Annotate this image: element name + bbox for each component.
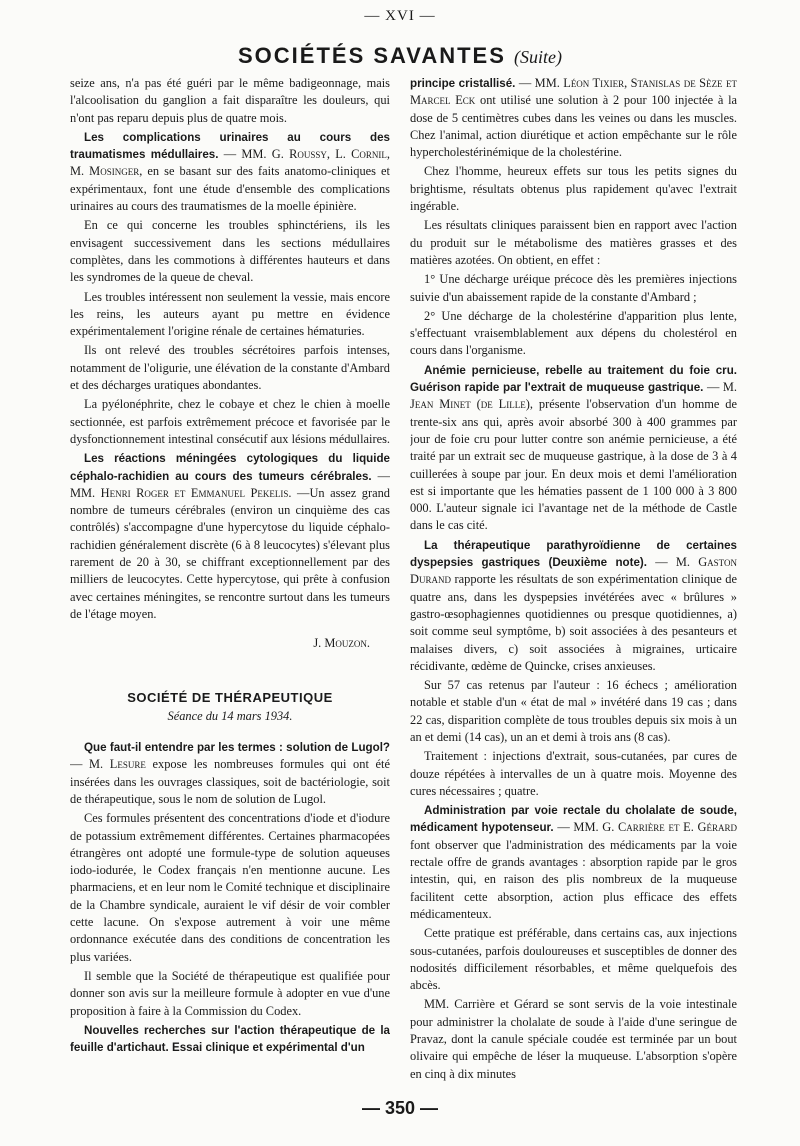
paragraph: Ils ont relevé des troubles sécrétoires parfois intenses, notamment de l'oligurie, une élévation de la constante d'Ambard et des décharges uratiques abondantes.: [70, 343, 390, 393]
paragraph: Traitement : injections d'extrait, sous-cutanées, par cures de douze répétées à intervalles de un à quatre mois. Moyenne des cures nécessaires ; quatre.: [410, 749, 737, 798]
article-text: ont utilisé une solution à 2 pour 100 injectée à la dose de 5 centimètres cubes dans les veines ou dans les muscles. Chez l'animal, action diurétique et action empêchante sur le rôle hypercholestérinémique de la cholestérine.: [410, 93, 737, 160]
paragraph: En ce qui concerne les troubles sphinctériens, ils les envisagent successivement dans les sections médullaires complètes, dans les commotions à différentes hauteurs et dans les syndromes de la queue de cheval.: [70, 218, 390, 285]
article-text: en se basant sur des faits anatomo-cliniques et expérimentaux, font une étude d'ensemble des complications urinaires au cours des traumatismes de la moelle épinière.: [70, 164, 390, 214]
article-title: La thérapeutique parathyroïdienne de certaines dyspepsies gastriques (Deuxième note).: [410, 538, 737, 570]
article-paragraph: [410, 802, 737, 923]
section-title: SOCIÉTÉ DE THÉRAPEUTIQUE: [127, 689, 333, 705]
article-authors: — M. Jean Minet (de Lille),: [410, 380, 737, 412]
paragraph: 2° Une décharge de la cholestérine d'apparition plus lente, s'effectuant vraisemblablement aux dépens du cholestérol en cours dans l'organisme.: [410, 308, 737, 358]
article-text: expose les nombreuses formules qui ont été insérées dans les ouvrages classiques, soit de bactériologie, soit de thérapeutique, sous le nom de solution de Lugol.: [70, 757, 390, 806]
article-paragraph: [410, 537, 737, 675]
running-head-suite: (Suite): [514, 47, 562, 67]
article-paragraph: [70, 739, 390, 808]
paragraph: seize ans, n'a pas été guéri par le même badigeonnage, mais l'alcoolisation du ganglion a fait disparaître les douleurs, qui n'ont pas reparu depuis plus de quatre mois.: [70, 76, 390, 125]
paragraph: Ces formules présentent des concentrations d'iode et d'iodure de potassium extrêmement différentes. Certaines pharmacopées étrangères ont adopté une formule-type de solution aqueuses iodo-iodurée, le Codex français n'en mentionne aucune. Les pharmaciens, et en leur nom le Comité technique et disciplinaire de la Chambre syndicale, auraient le vif désir de voir combler cette lacune. On s'expose autrement à voir une même ordonnance exécutée dans des conditions de concentration les plus variées.: [70, 811, 390, 964]
article-text: rapporte les résultats de son expérimentation clinique de quatre ans, dans les dyspepsies invétérées avec « brûlures » gastro-œsophagiennes quotidiennes ou presque quotidiennes, a) soit comme seul symptôme, b) soit associées à des pesanteurs et malaises divers, c) soit associées à migraines, urticaire récidivante, œdème de Quincke, crises anxieuses.: [410, 572, 737, 673]
article-title: Que faut-il entendre par les termes : solution de Lugol?: [84, 741, 390, 755]
article-title: Anémie pernicieuse, rebelle au traitement du foie cru. Guérison rapide par l'extrait de muqueuse gastrique.: [410, 363, 737, 395]
paragraph: La pyélonéphrite, chez le cobaye et chez le chien à moelle sectionnée, est parfois extrêmement précoce et favorisée par le dysfonctionnement intestinal consécutif aux lésions médullaires.: [70, 397, 390, 446]
right-column: [410, 75, 737, 1093]
paragraph: Les résultats cliniques paraissent bien en rapport avec l'action du produit sur le métabolisme des matières grasses et des matières azotées. On obtient, en effet :: [410, 218, 737, 267]
article-title: Administration par voie rectale du cholalate de soude, médicament hypotenseur.: [410, 804, 737, 835]
article-paragraph: [70, 129, 390, 215]
article-title: Les réactions méningées cytologiques du liquide céphalo-rachidien au cours des tumeurs cérébrales.: [70, 452, 390, 483]
article-paragraph: [70, 1022, 390, 1057]
article-title: principe cristallisé.: [410, 77, 516, 90]
article-paragraph: [70, 450, 390, 623]
article-authors: — M. Lesure: [70, 757, 146, 772]
running-head: [0, 43, 800, 69]
article-text: —Un assez grand nombre de tumeurs cérébrales (environ un cinquième des cas contrôlés) s'accompagne d'une hypercytose du liquide céphalo-rachidien généralement discrète (6 à 8 leucocytes) s'élevant plus rarement de 20 à 30, se chiffrant exceptionnellement par des milliers de leucocytes. Cette hypercytose, qui prête à confusion avec certaines méningites, se rencontre surtout dans les tumeurs de l'étage moyen.: [70, 485, 390, 621]
paragraph: Sur 57 cas retenus par l'auteur : 16 échecs ; amélioration notable et stable d'un « état de mal » invétéré dans 19 cas ; dans 22 cas, disparition complète de tous troubles depuis six mois à un an et demi (14 cas), un an et demi à trois ans (8 cas).: [410, 678, 737, 744]
paragraph: 1° Une décharge uréique précoce dès les premières injections suivie d'un abaissement rapide de la constante d'Ambard ;: [410, 272, 737, 304]
paragraph: Chez l'homme, heureux effets sur tous les petits signes du brightisme, résultats obtenus plus rapidement qu'avec l'extrait ingérable.: [410, 164, 737, 214]
left-column: [70, 75, 390, 1093]
article-text: font observer que l'administration des médicaments par la voie rectale offre de grands avantages : absorption rapide par le gros intestin, qui, en raison des plis nombreux de la muqueuse facilitent cette absorption, action plus efficace des effets médicamenteux.: [410, 837, 737, 921]
article-title: Nouvelles recherches sur l'action thérapeutique de la feuille d'artichaut. Essai clinique et expérimental d'un: [70, 1023, 390, 1055]
article-authors: — MM. G. Roussy, L. Cornil, M. Mosinger,: [70, 147, 390, 179]
paragraph: Il semble que la Société de thérapeutique est qualifiée pour donner son avis sur la meilleure formule à adopter en vue d'une proposition à faire à la Commission du Codex.: [70, 968, 390, 1018]
roman-page-number: — XVI —: [364, 8, 436, 24]
article-text: présente l'observation d'un homme de trente-six ans qui, après avoir absorbé 300 à 400 grammes par jour de foie cru pour lutter contre son anémie pernicieuse, a été traité par un extrait sec de muqueuse gastrique, à la dose de 3 à 4 cuillerées à soupe par jour. En deux mois et demi l'amélioration est si importante que les hématies passent de 1 100 000 à 3 800 000. L'auteur signale ici l'avantage net de la méthode de Castle dans le cas cité.: [410, 397, 737, 533]
article-authors: — MM. Léon Tixier, Stanislas de Sèze et Marcel Eck: [410, 76, 737, 108]
article-paragraph: [410, 362, 737, 535]
article-authors: — M. Gaston Durand: [410, 555, 737, 587]
page-number: — 350 —: [361, 1098, 439, 1118]
article-paragraph: [410, 75, 737, 161]
article-title: Les complications urinaires au cours des traumatismes médullaires.: [70, 130, 390, 162]
signature: J. Mouzon.: [313, 636, 370, 651]
article-authors: — MM. G. Carrière et E. Gérard: [557, 820, 737, 835]
paragraph: Cette pratique est préférable, dans certains cas, aux injections sous-cutanées, parfois douloureuses et susceptibles de donner des nodosités difficilement résorbables, et même quelquefois des abcès.: [410, 926, 737, 993]
article-authors: —MM. Henri Roger et Emmanuel Pekelis.: [70, 468, 390, 500]
paragraph: MM. Carrière et Gérard se sont servis de la voie intestinale pour administrer la cholalate de soude à l'aide d'une seringue de Pravaz, dont la canule spéciale coudée est terminée par un bout olivaire qui empêche de léser la muqueuse. L'absorption s'opère en cinq à dix minutes: [410, 997, 737, 1081]
paragraph: Les troubles intéressent non seulement la vessie, mais encore les reins, les auteurs ayant pu mettre en évidence expérimentalement l'origine rénale de certaines hématuries.: [70, 289, 390, 339]
section-date: Séance du 14 mars 1934.: [167, 708, 293, 723]
running-head-title: SOCIÉTÉS SAVANTES: [238, 43, 506, 68]
